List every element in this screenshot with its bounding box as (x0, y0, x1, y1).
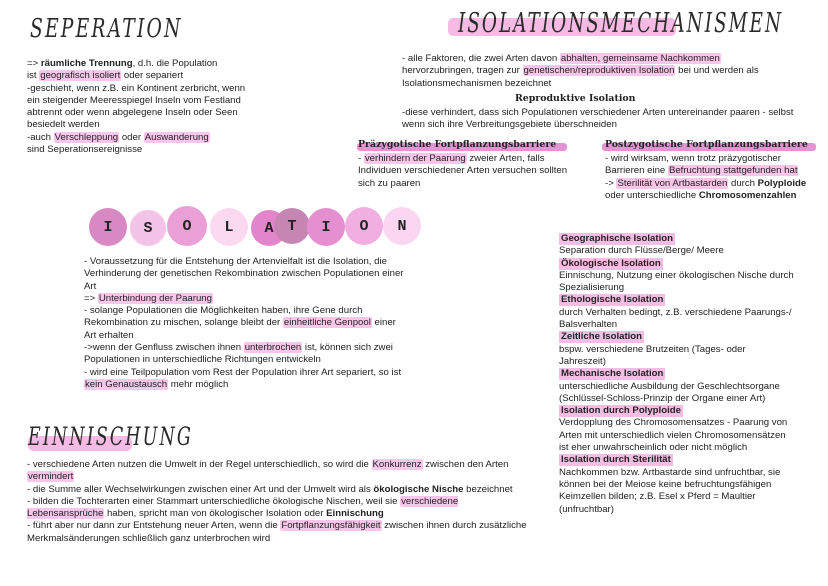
postzygotic-text: - wird wirksam, wenn trotz präzygotischer Barrieren eine Befruchtung stattgefunden hat -> Sterilität von Artbastarden durch Polyploide oder unterschiedliche Chromosomenzahlen (605, 153, 807, 201)
postzygotic-title: Postzygotische Fortpflanzungsbarriere (605, 139, 808, 150)
einnischung-text: - verschiedene Arten nutzen die Umwelt in der Regel unterschiedlich, so wird die Konkurrenz zwischen den Arten vermindert - die Summe aller Wechselwirkungen zwischen einer Art und der Umwelt wird als ökologische Nische bezeichnet - bilden die Tochterarten einer Stammart unterschiedliche ökologische Nischen, weil sie verschiedene Lebensansprüche haben, spricht man von ökologischer Isolation oder Einnischung - führt aber nur dann zur Entstehung neuer Arten, wenn die Fortpflanzungsfähigkeit zwischen ihnen durch zusätzliche Merkmalsänderungen schließlich ganz unterbrochen wird (27, 459, 527, 544)
isolation-letter-circle: A (251, 210, 287, 246)
highlight: Unterbindung der Paarung (98, 292, 212, 304)
isolation-letter-circle: O (167, 206, 207, 246)
prezygotic-text: - verhindern der Paarung zweier Arten, falls Individuen verschiedener Arten versuchen sollten sich zu paaren (358, 153, 568, 189)
highlight: verhindern der Paarung (364, 153, 466, 164)
isolation-letter-circle: L (210, 208, 248, 246)
highlight: Verschleppung (54, 131, 119, 143)
highlight: verschiedene Lebensansprüche (27, 495, 459, 520)
isolation-letter-circle: T (274, 208, 310, 244)
isolation-type: Geographische Isolation Separation durch Flüsse/Berge/ Meere (559, 233, 724, 257)
isolation-letter-circle: S (130, 210, 166, 246)
highlight: vermindert (28, 471, 74, 483)
reproductive-isolation-title: Reproduktive Isolation (515, 93, 636, 104)
highlight: einheitliche Genpool (283, 317, 371, 329)
isolation-types-list (559, 233, 795, 516)
isolation-letter-circle: I (89, 208, 127, 246)
isolation-text: - Voraussetzung für die Entstehung der Artenvielfalt ist die Isolation, die Verhinderung der genetischen Rekombination zwischen Populationen einer Art => Unterbindung der Paarung - solange Populationen die Möglichkeiten haben, ihre Gene durch Rekombination zu mischen, solange bleibt der einheitliche Genpool einer Art erhalten ->wenn der Genfluss zwischen ihnen unterbrochen ist, können sich zwei Populationen in unterschiedliche Richtungen entwickeln - wird eine Teilpopulation vom Rest der Population ihrer Art separiert, so ist kein Genaustausch mehr möglich (84, 256, 404, 390)
highlight: Auswanderung (144, 131, 209, 143)
isolationsmechanismen-title: ISOLATIONSMECHANISMEN (458, 8, 784, 39)
isolationsmechanismen-intro: - alle Faktoren, die zwei Arten davon abhalten, gemeinsame Nachkommen hervorzubringen, tragen zur genetischen/reproduktiven Isolation bei und werden als Isolationsmechanismen bezeichnet (402, 53, 759, 89)
isolation-type: Ethologische Isolation durch Verhalten bedingt, z.B. verschiedene Paarungs-/ Balsverhalten (559, 294, 792, 331)
highlight: geografisch isoliert (40, 70, 121, 82)
highlight: Fortpflanzungsfähigkeit (281, 520, 381, 532)
highlight: abhalten, gemeinsame Nachkommen (560, 53, 720, 64)
highlight: genetischen/reproduktiven Isolation (523, 65, 675, 77)
prezygotic-title: Präzygotische Fortpflanzungsbarriere (358, 139, 557, 150)
highlight: Befruchtung stattgefunden hat (668, 165, 798, 177)
isolation-type: Isolation durch Sterilität Nachkommen bzw. Artbastarde sind unfruchtbar, sie können bei der Meiose keine befruchtungsfähigen Keimzellen bilden; z.B. Esel x Pferd = Maultier (unfruchtbar) (559, 454, 781, 515)
highlight: kein Genaustausch (85, 378, 168, 390)
separation-title: SEPERATION (30, 14, 183, 44)
isolation-type: Ökologische Isolation Einnischung, Nutzung einer ökologischen Nische durch Spezialisierung (559, 257, 794, 294)
reproductive-isolation-text: -diese verhindert, dass sich Populationen verschiedener Arten untereinander paaren - selbst wenn sich ihre Verbreitungsgebiete überschneiden (402, 107, 794, 131)
isolation-letter-circle: O (345, 207, 383, 245)
isolation-letter-circle: N (383, 207, 421, 245)
isolation-type: Isolation durch Polyploide Verdopplung des Chromosomensatzes - Paarung von Arten mit unterschiedlich vielen Chromosomensätzen ist eher unwahrscheinlich oder nicht möglich (559, 405, 788, 454)
einnischung-title: EINNISCHUNG (28, 422, 194, 451)
separation-text: => räumliche Trennung, d.h. die Population ist geografisch isoliert oder separiert -geschieht, wenn z.B. ein Kontinent zerbricht, wenn ein steigender Meeresspiegel Inseln vom Festland abtrennt oder wenn abgelegene Inseln oder Seen besiedelt werden -auch Verschleppung oder Auswanderung sind Seperationsereignisse (27, 58, 246, 156)
highlight: Konkurrenz (372, 459, 422, 470)
isolation-letter-circle: I (307, 208, 345, 246)
highlight: Sterilität von Artbastarden (617, 177, 728, 189)
isolation-type: Zeitliche Isolation bspw. verschiedene Brutzeiten (Tages- oder Jahreszeit) (559, 331, 746, 367)
highlight: unterbrochen (244, 342, 302, 354)
isolation-type: Mechanische Isolation unterschiedliche Ausbildung der Geschlechtsorgane (Schlüssel-Schloss-Prinzip der Organe einer Art) (559, 368, 780, 404)
